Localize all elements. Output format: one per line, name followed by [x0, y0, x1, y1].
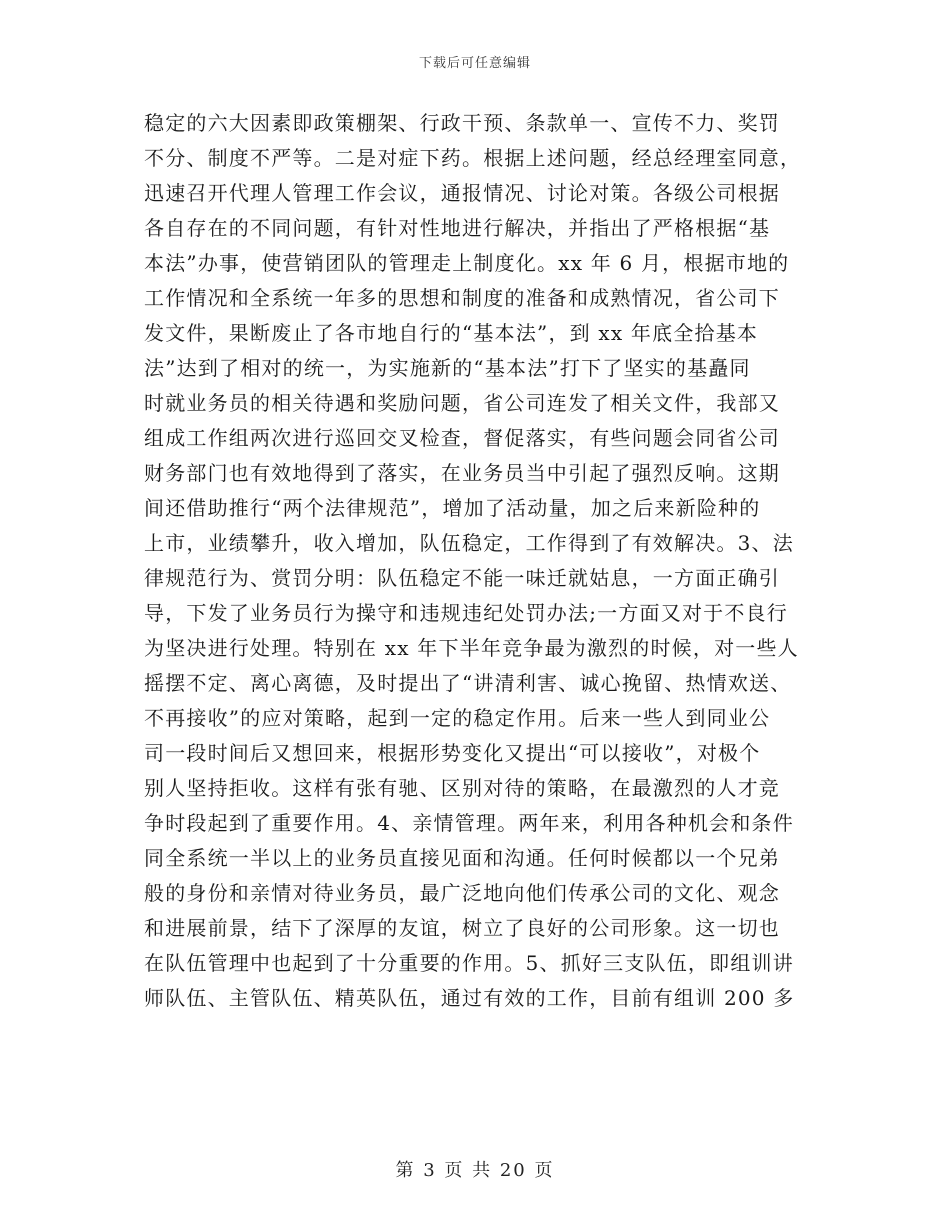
text-line: 财务部门也有效地得到了落实，在业务员当中引起了强烈反响。这期 [144, 461, 780, 485]
text-line: 时就业务员的相关待遇和奖励问题，省公司连发了相关文件，我部又 [144, 391, 780, 415]
text-line: 各自存在的不同问题，有针对性地进行解决，并指出了严格根据“基 [144, 216, 771, 240]
text-line: 师队伍、主管队伍、精英队伍，通过有效的工作，目前有组训 200 多 [144, 986, 795, 1010]
text-line: 导，下发了业务员行为操守和违规违纪处罚办法;一方面又对于不良行 [144, 601, 788, 625]
text-line: 迅速召开代理人管理工作会议，通报情况、讨论对策。各级公司根据 [144, 181, 780, 205]
text-line: 工作情况和全系统一年多的思想和制度的准备和成熟情况，省公司下 [144, 286, 780, 310]
text-line: 律规范行为、赏罚分明：队伍稳定不能一味迁就姑息，一方面正确引 [144, 566, 780, 590]
text-line: 不再接收”的应对策略，起到一定的稳定作用。后来一些人到同业公 [144, 706, 771, 730]
text-line: 本法”办事，使营销团队的管理走上制度化。xx 年 6 月，根据市地的 [144, 251, 790, 275]
text-line: 别人坚持拒收。这样有张有驰、区别对待的策略，在最激烈的人才竞 [144, 776, 780, 800]
document-body [144, 106, 814, 1016]
text-line: 在队伍管理中也起到了十分重要的作用。5、抓好三支队伍，即组训讲 [144, 951, 794, 975]
text-line: 司一段时间后又想回来，根据形势变化又提出“可以接收”，对极个 [144, 741, 761, 765]
page-header: 下载后可任意编辑 [418, 56, 531, 71]
text-line: 争时段起到了重要作用。4、亲情管理。两年来，利用各种机会和条件 [144, 811, 794, 835]
page-number-footer: 第 3 页 共 20 页 [395, 1160, 555, 1181]
text-line: 间还借助推行“两个法律规范”，增加了活动量，加之后来新险种的 [144, 496, 761, 520]
text-line: 为坚决进行处理。特别在 xx 年下半年竞争最为激烈的时候，对一些人 [144, 636, 799, 660]
text-line: 般的身份和亲情对待业务员，最广泛地向他们传承公司的文化、观念 [144, 881, 780, 905]
text-line: 同全系统一半以上的业务员直接见面和沟通。任何时候都以一个兄弟 [144, 846, 780, 870]
text-line: 和进展前景，结下了深厚的友谊，树立了良好的公司形象。这一切也 [144, 916, 780, 940]
text-line: 不分、制度不严等。二是对症下药。根据上述问题，经总经理室同意， [144, 146, 802, 170]
text-line: 稳定的六大因素即政策棚架、行政干预、条款单一、宣传不力、奖罚 [144, 111, 780, 135]
text-line: 发文件，果断废止了各市地自行的“基本法”，到 xx 年底全拾基本 [144, 321, 759, 345]
text-line: 上市，业绩攀升，收入增加，队伍稳定，工作得到了有效解决。3、法 [144, 531, 794, 555]
text-line: 摇摆不定、离心离德，及时提出了“讲清利害、诚心挽留、热情欢送、 [144, 671, 792, 695]
text-line: 法”达到了相对的统一，为实施新的“基本法”打下了坚实的基矗同 [144, 356, 751, 380]
text-line: 组成工作组两次进行巡回交叉检查，督促落实，有些问题会同省公司 [144, 426, 780, 450]
